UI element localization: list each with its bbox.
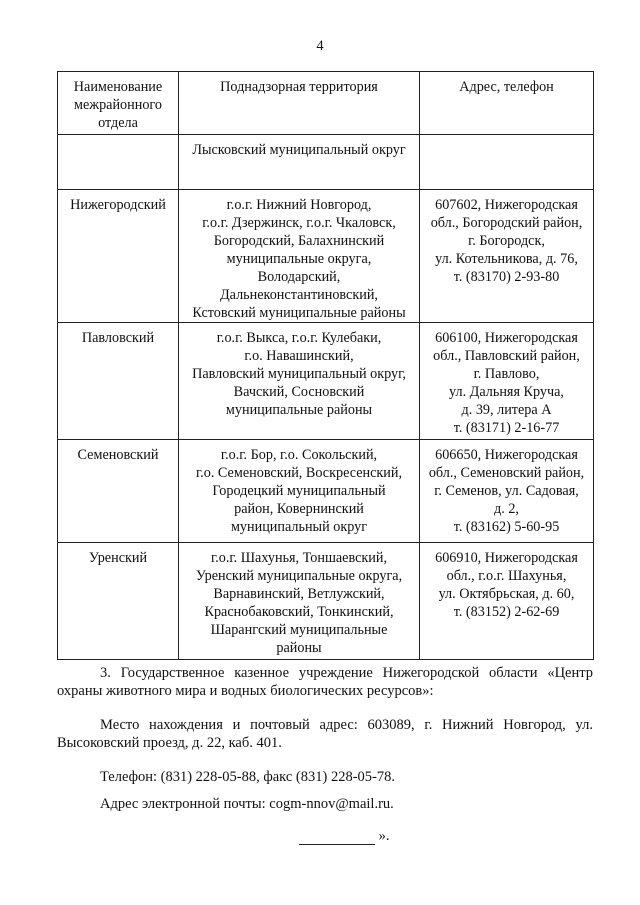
- address-cell-line: обл., Семеновский район,: [428, 465, 585, 481]
- address-cell-line: т. (83170) 2-93-80: [453, 269, 560, 285]
- header-territory: [179, 72, 420, 135]
- address-cell-line: г. Семенов, ул. Садовая,: [434, 483, 579, 499]
- territory-cell-line: район, Ковернинский: [234, 501, 364, 517]
- territory-cell-line: Городецкий муниципальный: [212, 483, 386, 499]
- header-department-line: отдела: [98, 115, 138, 131]
- territory-cell-line: г.о.г. Шахунья, Тоншаевский,: [211, 550, 387, 566]
- territory-cell: [179, 135, 420, 190]
- address-cell-line: г. Богородск,: [468, 233, 545, 249]
- territory-cell-line: Шарангский муниципальные: [210, 622, 388, 638]
- territory-cell: [179, 190, 420, 323]
- department-cell-line: Нижегородский: [70, 197, 166, 213]
- address-cell-line: д. 2,: [494, 501, 519, 517]
- header-department-line: межрайонного: [74, 97, 162, 113]
- address-cell-line: д. 39, литера А: [461, 402, 552, 418]
- table-row: [58, 190, 594, 323]
- territory-cell-line: г.о.г. Нижний Новгород,: [226, 197, 372, 213]
- address-cell-line: 606650, Нижегородская: [435, 447, 578, 463]
- table-row: [58, 440, 594, 543]
- territory-cell-line: г.о. Семеновский, Воскресенский,: [195, 465, 403, 481]
- address-cell-line: т. (83152) 2-62-69: [453, 604, 560, 620]
- location-paragraph: Место нахождения и почтовый адрес: 603089, г. Нижний Новгород, ул. Высоковский проезд, д. 22, каб. 401.: [57, 717, 593, 751]
- table-header-row: [58, 72, 594, 135]
- department-cell: [58, 135, 179, 190]
- address-cell-line: г. Павлово,: [473, 366, 540, 382]
- territory-cell-line: Лысковский муниципальный округ: [192, 142, 406, 158]
- department-cell: [58, 190, 179, 323]
- territory-cell-line: муниципальный округ: [230, 519, 368, 535]
- territory-cell-line: муниципальные районы: [225, 402, 373, 418]
- address-cell: [420, 135, 594, 190]
- address-cell: [420, 190, 594, 323]
- header-address-line: Адрес, телефон: [459, 79, 554, 95]
- address-cell-line: обл., Богородский район,: [430, 215, 583, 231]
- territory-cell-line: г.о.г. Бор, г.о. Сокольский,: [220, 447, 378, 463]
- territory-cell-line: г.о.г. Выкса, г.о.г. Кулебаки,: [216, 330, 382, 346]
- territory-cell: [179, 543, 420, 660]
- departments-table: [57, 71, 594, 660]
- table-row: [58, 135, 594, 190]
- department-cell: [58, 440, 179, 543]
- item-3-paragraph: 3. Государственное казенное учреждение Нижегородской области «Центр охраны животного мира и водных биологических ресурсов»:: [57, 665, 593, 699]
- territory-cell: [179, 440, 420, 543]
- header-department-line: Наименование: [73, 79, 163, 95]
- department-cell: [58, 323, 179, 440]
- address-cell-line: обл., Павловский район,: [433, 348, 580, 364]
- address-cell-line: 606910, Нижегородская: [435, 550, 578, 566]
- address-cell-line: ул. Октябрьская, д. 60,: [438, 586, 575, 602]
- department-cell-line: Павловский: [81, 330, 155, 346]
- address-cell-line: ул. Котельникова, д. 76,: [435, 251, 578, 267]
- department-cell-line: Семеновский: [77, 447, 159, 463]
- department-cell-line: Уренский: [88, 550, 148, 566]
- address-cell-line: ул. Дальняя Круча,: [449, 384, 564, 400]
- department-cell: [58, 543, 179, 660]
- closing-quote: ».: [378, 828, 390, 844]
- phone-paragraph: Телефон: (831) 228-05-88, факс (831) 228-05-78.: [100, 769, 395, 785]
- territory-cell-line: Павловский муниципальный округ,: [192, 366, 406, 382]
- address-cell-line: 606100, Нижегородская: [435, 330, 578, 346]
- address-cell: [420, 543, 594, 660]
- territory-cell-line: муниципальные округа,: [226, 251, 372, 267]
- territory-cell-line: Дальнеконстантиновский,: [220, 287, 378, 303]
- closing-signature-line: [299, 828, 390, 845]
- header-territory-line: Поднадзорная территория: [220, 79, 378, 95]
- signature-blank: [299, 830, 375, 845]
- territory-cell-line: Богородский, Балахнинский: [213, 233, 385, 249]
- territory-cell-line: г.о.г. Дзержинск, г.о.г. Чкаловск,: [202, 215, 396, 231]
- territory-cell-line: г.о. Навашинский,: [244, 348, 354, 364]
- territory-cell-line: Краснобаковский, Тонкинский,: [204, 604, 394, 620]
- territory-cell-line: районы: [276, 640, 322, 656]
- table-row: [58, 543, 594, 660]
- address-cell: [420, 323, 594, 440]
- table-row: [58, 323, 594, 440]
- territory-cell-line: Уренский муниципальные округа,: [195, 568, 403, 584]
- territory-cell-line: Володарский,: [257, 269, 341, 285]
- address-cell-line: т. (83171) 2-16-77: [453, 420, 560, 436]
- header-department: [58, 72, 179, 135]
- territory-cell: [179, 323, 420, 440]
- territory-cell-line: Кстовский муниципальные районы: [192, 305, 406, 321]
- address-cell-line: 607602, Нижегородская: [435, 197, 578, 213]
- address-cell-line: обл., г.о.г. Шахунья,: [446, 568, 567, 584]
- address-cell-line: т. (83162) 5-60-95: [453, 519, 560, 535]
- email-paragraph: Адрес электронной почты: cogm-nnov@mail.ru.: [100, 796, 394, 812]
- territory-cell-line: Вачский, Сосновский: [233, 384, 365, 400]
- header-address: [420, 72, 594, 135]
- page-number: 4: [316, 38, 324, 54]
- address-cell: [420, 440, 594, 543]
- territory-cell-line: Варнавинский, Ветлужский,: [213, 586, 385, 602]
